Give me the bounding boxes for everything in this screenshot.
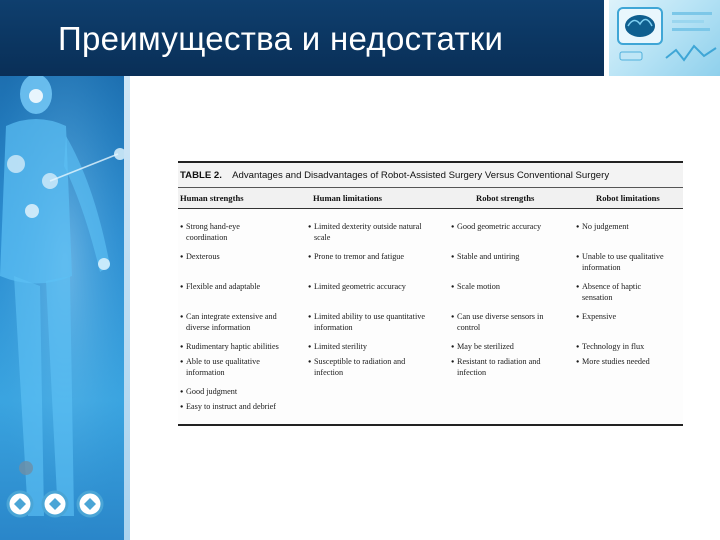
human-limitation-item (308, 252, 404, 263)
brain-graphic-icon (604, 0, 720, 76)
robot-strength-item (451, 312, 543, 333)
cell-text: Absence of haptic (582, 282, 642, 291)
cell-text-continued: information (314, 322, 353, 332)
cell-text: Prone to tremor and fatigue (314, 252, 405, 261)
bullet-icon: ● (576, 359, 580, 365)
robot-limitation-item (576, 252, 664, 273)
cell-text: Unable to use qualitative (582, 252, 664, 261)
bullet-icon: ● (180, 254, 184, 260)
cell-text: Limited geometric accuracy (314, 282, 406, 291)
column-header-robot-limitations: Robot limitations (596, 193, 660, 203)
cell-text-continued: infection (314, 367, 344, 377)
robot-strength-item (451, 342, 514, 353)
cell-line (308, 357, 405, 368)
bullet-icon: ● (308, 344, 312, 350)
bullet-icon: ● (180, 344, 184, 350)
human-strength-item (180, 312, 277, 333)
table-caption (180, 170, 609, 181)
human-limitation-item (308, 357, 405, 378)
cell-text: Can integrate extensive and (186, 312, 277, 321)
cell-text: More studies needed (582, 357, 650, 366)
table-caption-band (178, 163, 683, 188)
bullet-icon: ● (576, 254, 580, 260)
human-strength-item (180, 342, 279, 353)
bullet-icon: ● (180, 314, 184, 320)
cell-text: Dexterous (186, 252, 220, 261)
bullet-icon: ● (308, 284, 312, 290)
cell-line (180, 387, 237, 398)
cell-text: Good geometric accuracy (457, 222, 542, 231)
cell-line (308, 342, 367, 353)
cell-line (308, 282, 406, 293)
slide-header (0, 0, 720, 76)
cell-line (451, 252, 519, 263)
human-limitation-item (308, 282, 406, 293)
cell-text: Limited sterility (314, 342, 367, 351)
robot-strength-item (451, 222, 541, 233)
cell-line (576, 312, 616, 323)
cell-text: No judgement (582, 222, 629, 231)
cell-line (180, 252, 220, 263)
cell-line (180, 312, 277, 323)
robot-strength-item (451, 282, 500, 293)
cell-text: Technology in flux (582, 342, 645, 351)
cell-line (180, 282, 260, 293)
cell-line (576, 252, 664, 263)
cell-text-continued: information (582, 262, 621, 272)
cell-line (180, 357, 260, 368)
bullet-icon: ● (308, 254, 312, 260)
bullet-icon: ● (180, 224, 184, 230)
human-strength-item (180, 357, 260, 378)
slide-title: Преимущества и недостатки (58, 20, 504, 57)
bullet-icon: ● (451, 254, 455, 260)
cell-text-continued: sensation (582, 292, 613, 302)
robot-strength-item (451, 252, 519, 263)
cell-text: Rudimentary haptic abilities (186, 342, 279, 351)
robot-limitation-item (576, 342, 644, 353)
cell-text: Limited ability to use quantitative (314, 312, 425, 321)
cell-line (451, 342, 514, 353)
cell-text: Scale motion (457, 282, 500, 291)
bullet-icon: ● (308, 359, 312, 365)
bullet-icon: ● (576, 344, 580, 350)
bullet-icon: ● (451, 224, 455, 230)
table-caption-text: Advantages and Disadvantages of Robot-Assisted Surgery Versus Conventional Surgery (232, 170, 610, 181)
human-body-illustration (0, 76, 130, 540)
header-decoration-image (604, 0, 720, 76)
cell-text: Susceptible to radiation and (314, 357, 406, 366)
cell-text-continued: diverse information (186, 322, 251, 332)
column-header-human-limitations: Human limitations (313, 193, 382, 203)
cell-text: Limited dexterity outside natural (314, 222, 422, 231)
human-strength-item (180, 282, 260, 293)
bullet-icon: ● (180, 389, 184, 395)
cell-text-continued: infection (457, 367, 487, 377)
cell-line (576, 357, 650, 368)
cell-text-continued: control (457, 322, 481, 332)
cell-text: Strong hand-eye (186, 222, 240, 231)
cell-text: Good judgment (186, 387, 238, 396)
table-header-row (178, 188, 683, 209)
bullet-icon: ● (180, 404, 184, 410)
human-strength-item (180, 252, 220, 263)
bullet-icon: ● (180, 359, 184, 365)
table-bottom-rule (178, 424, 683, 426)
bullet-icon: ● (451, 284, 455, 290)
cell-line (180, 402, 276, 413)
cell-line (576, 342, 644, 353)
robot-limitation-item (576, 357, 650, 368)
robot-limitation-item (576, 312, 616, 323)
column-header-human-strengths: Human strengths (180, 193, 244, 203)
human-limitation-item (308, 342, 367, 353)
cell-text: Resistant to radiation and (457, 357, 541, 366)
cell-text: Can use diverse sensors in (457, 312, 544, 321)
bullet-icon: ● (576, 314, 580, 320)
bullet-icon: ● (180, 284, 184, 290)
cell-line (451, 312, 543, 323)
comparison-table (178, 161, 683, 426)
human-strength-item (180, 387, 237, 398)
robot-limitation-item (576, 282, 641, 303)
cell-line (180, 342, 279, 353)
cell-line (180, 222, 240, 233)
table-caption-label: TABLE 2. (180, 170, 222, 181)
robot-strength-item (451, 357, 540, 378)
cell-text: Stable and untiring (457, 252, 520, 261)
cell-text-continued: scale (314, 232, 331, 242)
cell-line (308, 222, 422, 233)
side-panel-border (124, 76, 130, 540)
bullet-icon: ● (451, 344, 455, 350)
human-body-figure-icon (0, 76, 130, 540)
robot-limitation-item (576, 222, 629, 233)
column-header-robot-strengths: Robot strengths (476, 193, 535, 203)
bullet-icon: ● (576, 224, 580, 230)
human-strength-item (180, 222, 240, 243)
cell-line (308, 312, 425, 323)
cell-line (451, 222, 541, 233)
cell-line (576, 282, 641, 293)
bullet-icon: ● (308, 224, 312, 230)
bullet-icon: ● (308, 314, 312, 320)
cell-line (576, 222, 629, 233)
bullet-icon: ● (451, 359, 455, 365)
human-strength-item (180, 402, 276, 413)
cell-text: Able to use qualitative (186, 357, 260, 366)
cell-text-continued: coordination (186, 232, 228, 242)
cell-text: Flexible and adaptable (186, 282, 261, 291)
bullet-icon: ● (576, 284, 580, 290)
cell-line (451, 357, 540, 368)
cell-text-continued: information (186, 367, 225, 377)
human-limitation-item (308, 312, 425, 333)
bullet-icon: ● (451, 314, 455, 320)
cell-line (308, 252, 404, 263)
cell-text: May be sterilized (457, 342, 514, 351)
cell-line (451, 282, 500, 293)
human-limitation-item (308, 222, 422, 243)
cell-text: Easy to instruct and debrief (186, 402, 277, 411)
cell-text: Expensive (582, 312, 617, 321)
